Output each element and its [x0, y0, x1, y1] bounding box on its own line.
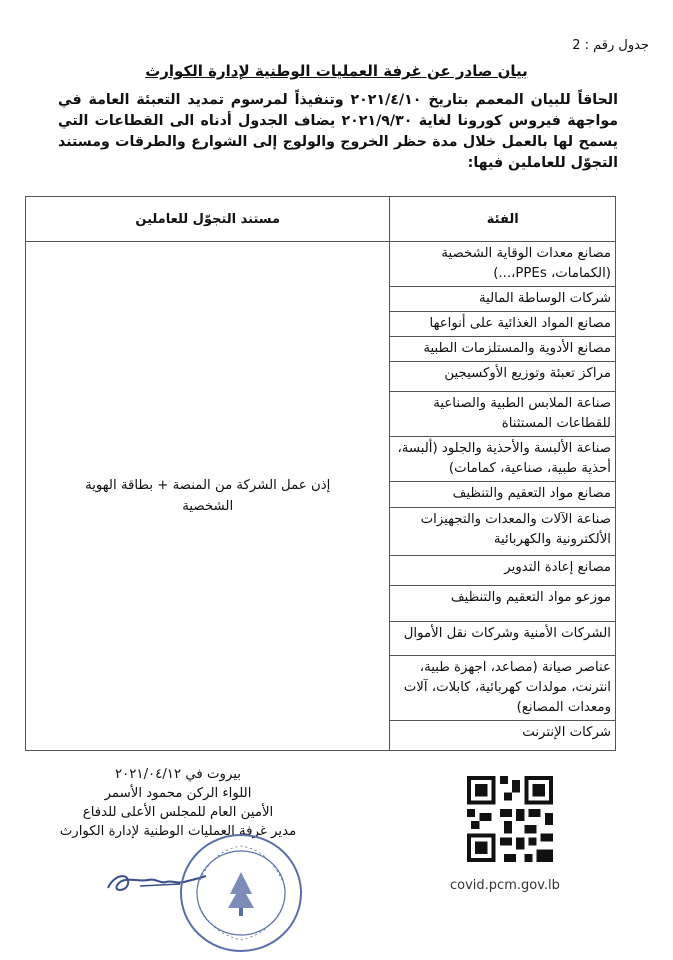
official-stamp	[178, 832, 304, 954]
website-url: covid.pcm.gov.lb	[450, 878, 560, 893]
category-cell: مصانع إعادة التدوير	[390, 556, 616, 586]
table-number: جدول رقم : 2	[572, 38, 649, 53]
category-cell: مصانع المواد الغذائية على أنواعها	[390, 312, 616, 337]
sectors-table	[25, 196, 616, 751]
signatory-role: الأمين العام للمجلس الأعلى للدفاع	[82, 805, 274, 820]
category-cell: شركات الإنترنت	[390, 721, 616, 751]
document-title-text: بيان صادر عن غرفة العمليات الوطنية لإدارة الكوارث	[145, 62, 528, 80]
header-document: مستند التجوّل للعاملين	[26, 197, 390, 242]
category-cell: مصانع الأدوية والمستلزمات الطبية	[390, 337, 616, 362]
signature-block	[48, 765, 308, 841]
document-title	[0, 62, 673, 80]
category-cell: الشركات الأمنية وشركات نقل الأموال	[390, 622, 616, 656]
signatory-name: اللواء الركن محمود الأسمر	[104, 786, 252, 801]
signature-date: بيروت في ٢٠٢١/٠٤/١٢	[115, 767, 241, 782]
qr-code-icon	[461, 776, 559, 862]
category-cell: مراكز تعبئة وتوزيع الأوكسيجين	[390, 362, 616, 392]
table-row	[26, 242, 616, 287]
category-cell: شركات الوساطة المالية	[390, 287, 616, 312]
category-cell: صناعة الملابس الطبية والصناعية للقطاعات المستثناة	[390, 392, 616, 437]
signatory-role-2: مدير غرفة العمليات الوطنية لإدارة الكوارث	[59, 824, 297, 839]
category-cell: صناعة الألبسة والأحذية والجلود (ألبسة، أحذية طبية، صناعية، كمامات)	[390, 437, 616, 482]
category-cell: موزعو مواد التعقيم والتنظيف	[390, 586, 616, 622]
category-cell: صناعة الآلات والمعدات والتجهيزات الألكترونية والكهربائية	[390, 508, 616, 556]
category-cell: مصانع مواد التعقيم والتنظيف	[390, 482, 616, 508]
intro-paragraph: الحاقاً للبيان المعمم بتاريخ ٢٠٢١/٤/١٠ وتنفيذاً لمرسوم تمديد التعبئة العامة في مواجهة فيروس كورونا لغاية ٢٠٢١/٩/٣٠ يضاف الجدول أدناه الى القطاعات التي يسمح لها بالعمل خلال مدة حظر الخروج والولوج إلى الشوارع والطرقات ومستند التجوّل للعاملين فيها:	[58, 92, 618, 171]
category-cell: عناصر صيانة (مصاعد، اجهزة طبية، انترنت، مولدات كهربائية، كابلات، آلات ومعدات المصانع)	[390, 656, 616, 721]
header-category: الفئة	[390, 197, 616, 242]
category-cell: مصانع معدات الوقاية الشخصية (الكمامات، PPEs،...)	[390, 242, 616, 287]
document-cell: إذن عمل الشركة من المنصة + بطاقة الهوية الشخصية	[26, 242, 390, 751]
table-header-row	[26, 197, 616, 242]
